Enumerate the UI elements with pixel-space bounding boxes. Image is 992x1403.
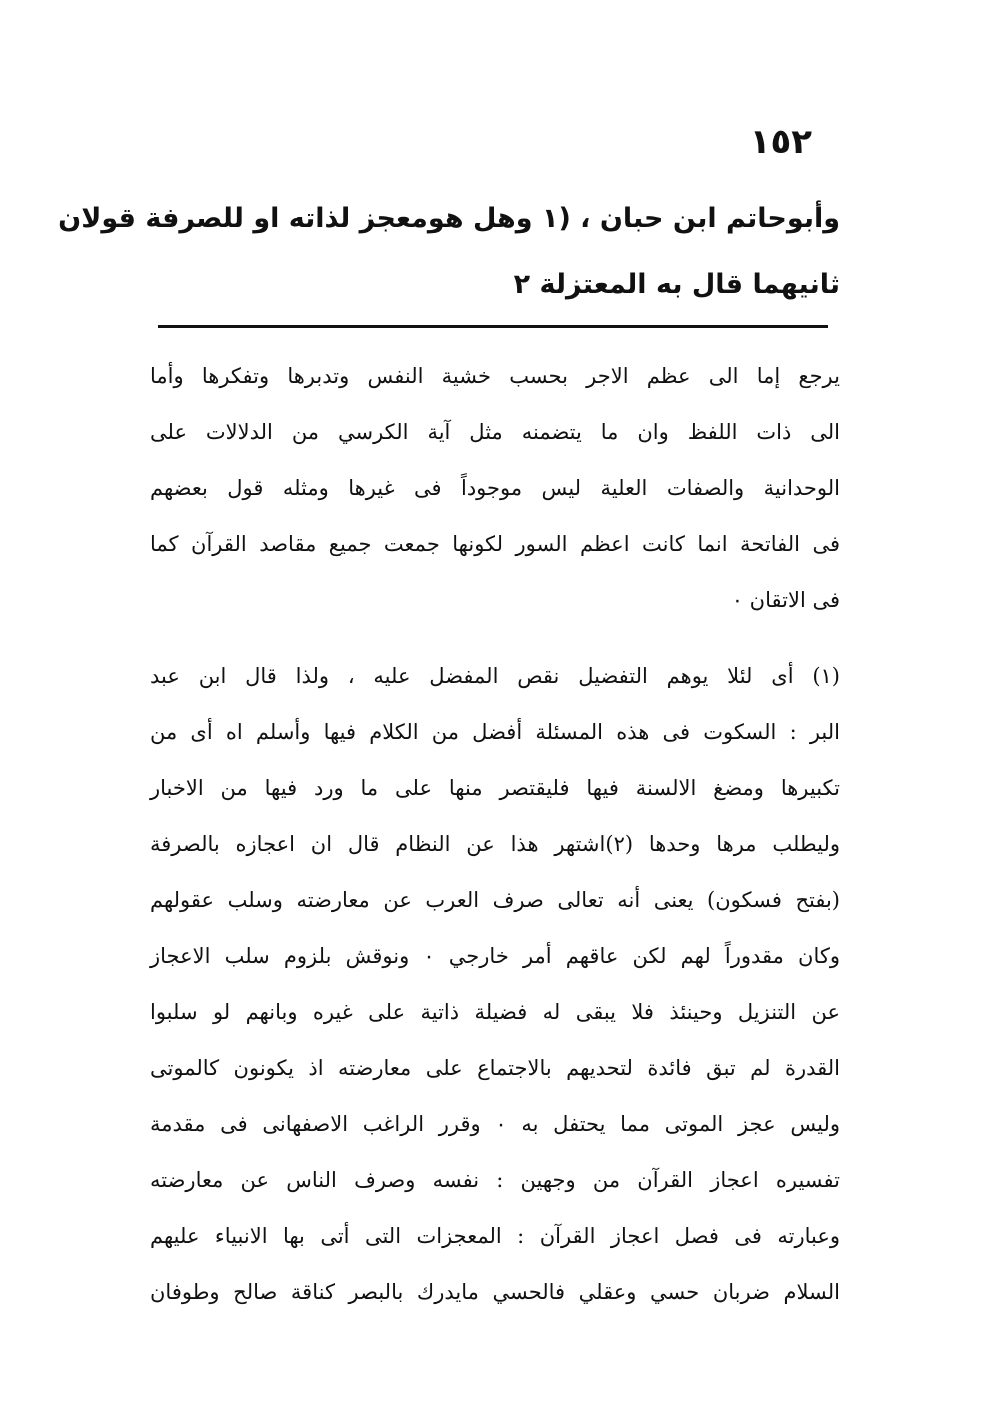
footnote-line: يرجع إما الى عظم الاجر بحسب خشية النفس وتدبرها وتفكرها وأما	[150, 364, 840, 388]
footnote-line: البر : السكوت فى هذه المسئلة أفضل من الكلام فيها وأسلم اه أى من	[150, 720, 840, 744]
footnote-line: القدرة لم تبق فائدة لتحديهم بالاجتماع على معارضته اذ يكونون كالموتى	[150, 1056, 840, 1080]
footnote-divider	[158, 325, 828, 328]
footnote-line: وكان مقدوراً لهم لكن عاقهم أمر خارجي ٠ ونوقش بلزوم سلب الاعجاز	[150, 944, 840, 968]
footnote-line: تفسيره اعجاز القرآن من وجهين : نفسه وصرف الناس عن معارضته	[150, 1168, 840, 1192]
main-text-line-2: ثانيهما قال به المعتزلة ٢	[513, 269, 840, 300]
footnotes	[150, 348, 840, 1320]
footnote-line: السلام ضربان حسي وعقلي فالحسي مايدرك بالبصر كناقة صالح وطوفان	[150, 1280, 840, 1304]
footnote-line: وليطلب مرها وحدها (٢)اشتهر هذا عن النظام قال ان اعجازه بالصرفة	[150, 832, 841, 856]
footnote-line: تكبيرها ومضغ الالسنة فيها فليقتصر منها على ما ورد فيها من الاخبار	[150, 776, 840, 800]
footnote-line: الى ذات اللفظ وان ما يتضمنه مثل آية الكرسي من الدلالات على	[150, 420, 840, 444]
page-number: ١٥٢	[749, 122, 812, 162]
footnote-gap	[150, 628, 840, 648]
footnote-line: وعبارته فى فصل اعجاز القرآن : المعجزات التى أتى بها الانبياء عليهم	[150, 1224, 840, 1248]
footnote-line: وليس عجز الموتى مما يحتفل به ٠ وقرر الراغب الاصفهانى فى مقدمة	[150, 1112, 840, 1136]
main-text	[58, 186, 840, 318]
footnote-line: فى الاتقان ٠	[731, 588, 840, 612]
footnote-line: فى الفاتحة انما كانت اعظم السور لكونها جمعت جميع مقاصد القرآن كما	[150, 532, 840, 556]
main-text-line-1: وأبوحاتم ابن حبان ، (١ وهل هومعجز لذاته او للصرفة قولان	[58, 203, 840, 234]
footnote-line: عن التنزيل وحينئذ فلا يبقى له فضيلة ذاتية على غيره وبانهم لو سلبوا	[150, 1000, 840, 1024]
footnote-line: (بفتح فسكون) يعنى أنه تعالى صرف العرب عن معارضته وسلب عقولهم	[150, 888, 840, 912]
footnote-line: (١) أى لئلا يوهم التفضيل نقص المفضل عليه ، ولذا قال ابن عبد	[150, 664, 840, 688]
footnote-line: الوحدانية والصفات العلية ليس موجوداً فى غيرها ومثله قول بعضهم	[150, 476, 840, 500]
